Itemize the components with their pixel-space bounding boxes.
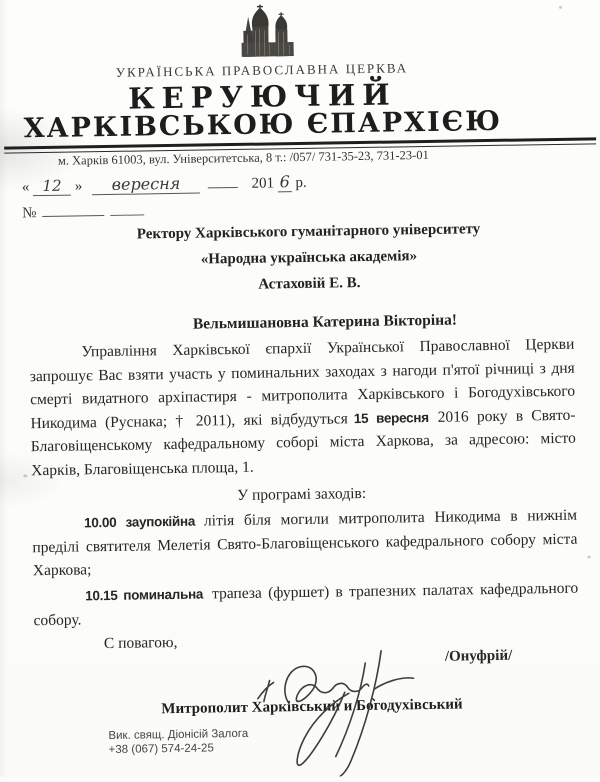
recipient-line: Ректору Харківського гуманітарного університету [43,220,573,245]
scan-noise-dot [559,6,562,9]
document-number-line [22,203,145,222]
number-blank-underline [43,215,105,217]
year-printed: 201 [251,175,274,191]
program-heading: У програмі заходів: [2,481,600,508]
recipient-line: Астаховій Е. В. [44,272,574,297]
item-text: трапеза (фуршет) в трапезних палатах кафедрального собору. [33,580,578,629]
church-emblem-icon [239,2,300,61]
executor-name: Вик. свящ. Діонісій Залога [108,728,248,742]
inserted-time-label: 10.00 заупокійна [84,514,195,531]
executor-phone: +38 (067) 574-24-25 [109,742,214,756]
year-suffix: р. [295,175,306,191]
close-quote: » [75,178,83,194]
letterhead-title-line1: КЕРУЮЧИЙ [0,75,530,117]
recipient-line: «Народна українська академія» [44,246,574,271]
scan-noise-dot [588,555,591,558]
approver-name: /Онуфрій/ [445,648,513,666]
letterhead-address: м. Харків 61003, вул. Університетська, 8 т.: /057/ 731-35-23, 731-23-01 [0,147,490,170]
inserted-time-label: 10.15 поминальна [85,587,203,604]
open-quote: « [22,179,30,195]
number-label: № [22,205,37,221]
blank-underline [208,187,238,188]
program-item-1 [32,504,578,583]
handwritten-day: 12 [33,177,71,197]
number-blank-underline-2 [111,214,145,216]
body-paragraph-1 [29,333,576,483]
paragraph-text: Управління Харківської єпархії Української Православної Церкви запрошує Вас взяти участь у поминальних заходах з нагоди п'ятої річниці з дня смерті видатного архіпастиря - митрополита Харківського і Богодухівського Никодима (Руснака; † 2011), які відбудуться [30,336,576,432]
signer-title: Митрополит Харківський и Богодухівський [17,694,600,720]
inserted-date-text: 15 вересня [354,410,429,426]
handwritten-year-digit: 6 [278,172,292,192]
scan-noise-dot [23,474,27,477]
item-text: літія біля могили митрополита Никодима в нижнім преділі святителя Мелетія Свято-Благовіщенського кафедрального собору міста Харкова; [32,507,577,580]
letterhead-title-line2: ХАРКІВСЬКОЮ ЄПАРХІЄЮ [0,105,530,144]
greeting-line: Вельмишановна Катерина Вікторіна! [65,310,585,336]
program-item-2 [33,577,579,633]
organization-name: УКРАЇНСЬКА ПРАВОСЛАВНА ЦЕРКВА [0,58,529,82]
handwritten-month: вересня [92,174,200,196]
paragraph-text: 2016 року в Свято-Благовіщенському кафедральному соборі міста Харкова, за адресою: місто Харків, Благовіщенська площа, 1. [31,406,576,479]
recipient-block [43,220,574,306]
date-line [22,172,307,196]
closing-salutation: С повагою, [104,634,178,653]
